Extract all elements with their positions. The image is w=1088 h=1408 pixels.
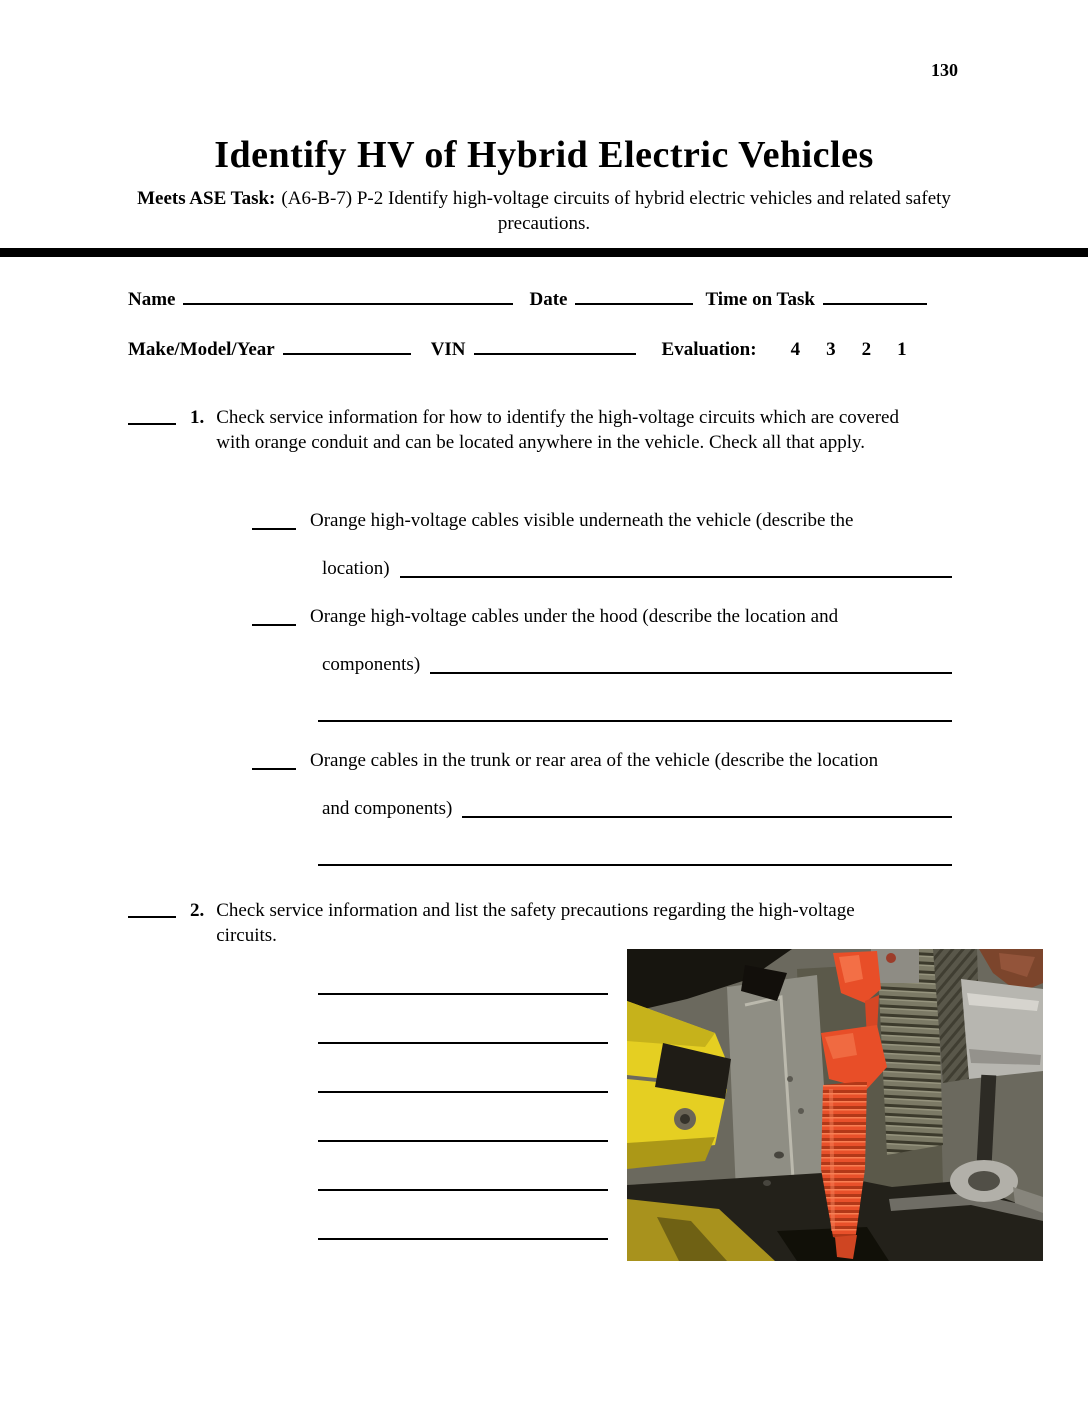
task-2-number: 2. — [190, 900, 205, 921]
option-2-answer-row — [252, 628, 952, 676]
option-2-check-blank[interactable] — [252, 624, 296, 626]
option-3-answer-row-2 — [252, 820, 952, 868]
task-1 — [128, 405, 916, 455]
vin-field[interactable] — [474, 333, 636, 355]
evaluation-label: Evaluation: — [661, 339, 757, 360]
evaluation-score-4[interactable]: 4 — [790, 339, 801, 360]
vin-label: VIN — [430, 339, 466, 360]
make-model-year-field[interactable] — [283, 333, 411, 355]
task-2-answer-lines — [318, 946, 608, 1240]
option-2-row — [252, 580, 952, 628]
option-1-answer-row — [252, 532, 952, 580]
date-label: Date — [529, 289, 568, 310]
option-1-check-blank[interactable] — [252, 528, 296, 530]
option-3-check-blank[interactable] — [252, 768, 296, 770]
task-2-completion-blank[interactable] — [128, 898, 176, 918]
ase-task-text: (A6-B-7) P-2 Identify high-voltage circuits of hybrid electric vehicles and related safety precautions. — [281, 188, 951, 234]
vehicle-underside-photo-art — [627, 949, 1043, 1261]
name-field[interactable] — [183, 283, 513, 305]
option-3-answer-line[interactable] — [462, 816, 952, 818]
make-model-year-label: Make/Model/Year — [128, 339, 275, 360]
option-2-answer-line-2[interactable] — [318, 720, 952, 722]
answer-line-2[interactable] — [318, 995, 608, 1044]
evaluation-score-1[interactable]: 1 — [897, 339, 907, 360]
option-1-row — [252, 484, 952, 532]
option-2-text: Orange high-voltage cables under the hood (describe the location and — [310, 606, 839, 627]
divider-rule — [0, 248, 1088, 257]
option-1-text: Orange high-voltage cables visible underneath the vehicle (describe the — [310, 510, 854, 531]
task-1-number: 1. — [190, 407, 205, 428]
ase-task-line — [104, 186, 984, 236]
answer-line-6[interactable] — [318, 1191, 608, 1240]
option-2-answer-row-2 — [252, 676, 952, 724]
option-1-answer-line[interactable] — [400, 576, 952, 578]
page-number: 130 — [931, 60, 958, 80]
name-label: Name — [128, 289, 176, 310]
option-3-row — [252, 724, 952, 772]
task-2-text: Check service information and list the safety precautions regarding the high-voltage circuits. — [216, 900, 855, 946]
form-row-identity — [128, 283, 968, 312]
answer-line-5[interactable] — [318, 1142, 608, 1191]
answer-line-1[interactable] — [318, 946, 608, 995]
time-on-task-label: Time on Task — [705, 289, 815, 310]
option-3-wrap-label: and components) — [322, 798, 453, 819]
option-2-wrap-label: components) — [322, 654, 421, 675]
option-3-answer-row — [252, 772, 952, 820]
answer-line-3[interactable] — [318, 1044, 608, 1093]
task-2 — [128, 898, 916, 948]
answer-line-4[interactable] — [318, 1093, 608, 1142]
evaluation-score-3[interactable]: 3 — [826, 339, 836, 360]
vehicle-underside-photo — [627, 949, 1043, 1261]
ase-task-label: Meets ASE Task: — [137, 188, 276, 209]
task-1-options — [252, 484, 952, 868]
date-field[interactable] — [575, 283, 693, 305]
form-row-vehicle — [128, 333, 968, 362]
task-1-completion-blank[interactable] — [128, 405, 176, 425]
page-title: Identify HV of Hybrid Electric Vehicles — [214, 134, 874, 176]
option-1-wrap-label: location) — [322, 558, 390, 579]
option-3-text: Orange cables in the trunk or rear area of the vehicle (describe the location — [310, 750, 879, 771]
evaluation-score-2[interactable]: 2 — [861, 339, 872, 360]
task-1-text: Check service information for how to identify the high-voltage circuits which are covered with orange conduit and can be located anywhere in the vehicle. Check all that apply. — [216, 407, 899, 453]
option-2-answer-line[interactable] — [430, 672, 952, 674]
option-3-answer-line-2[interactable] — [318, 864, 952, 866]
time-on-task-field[interactable] — [823, 283, 927, 305]
